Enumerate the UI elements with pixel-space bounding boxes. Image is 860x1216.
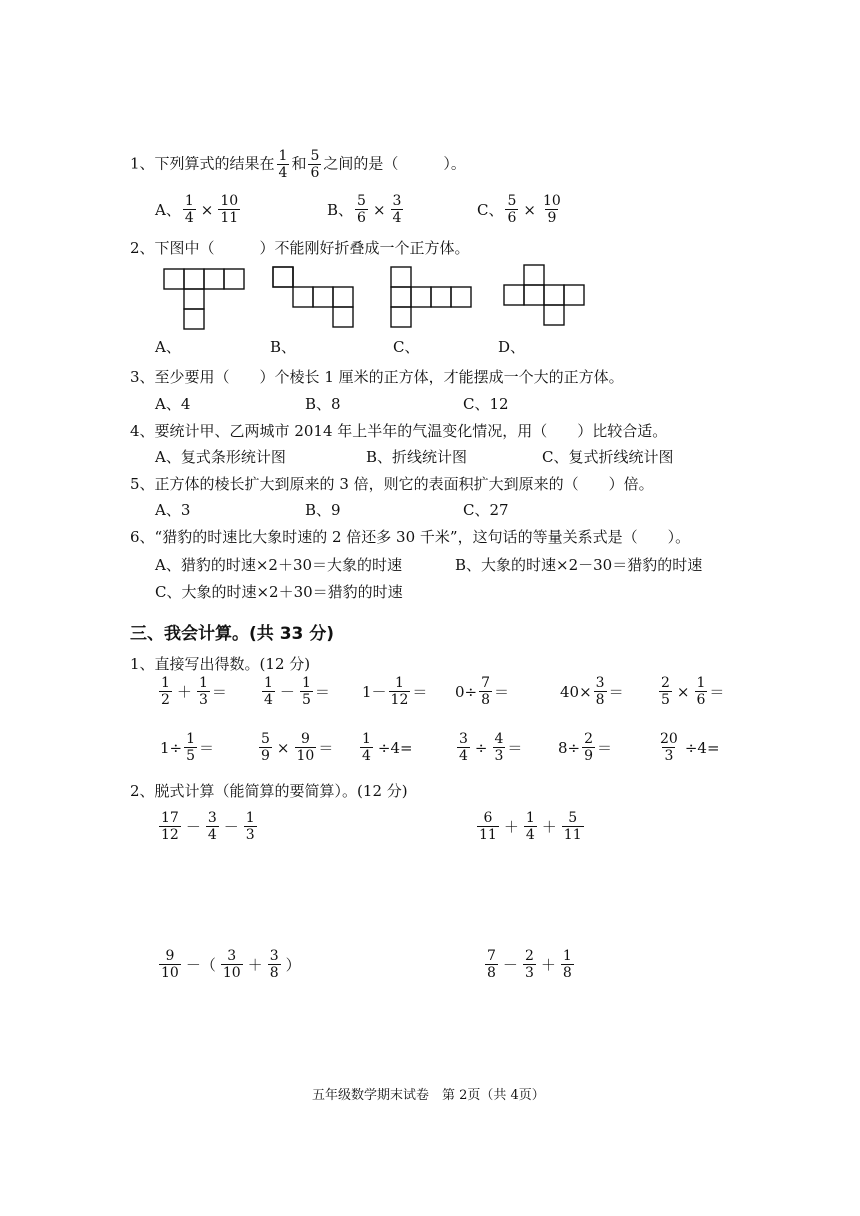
q5-option-a[interactable]: A、3 [155,501,191,519]
q6-stem: 6、“猎豹的时速比大象时速的 2 倍还多 30 千米”，这句话的等量关系式是（ ）。 [130,528,691,546]
q2-label-c[interactable]: C、 [393,338,420,356]
q2-label-b[interactable]: B、 [270,338,297,356]
q1-option-a[interactable]: A、 $\frac{1}{4}$ × $\frac{10}{11}$ [155,193,239,226]
q1-option-c[interactable]: C、 $\frac{5}{6}$ × $\frac{10}{9}$ [477,193,561,226]
calc-item[interactable]: $\frac{1}{2}$ ＋ $\frac{1}{3}$ ＝ [161,675,227,708]
q6-option-c[interactable]: C、大象的时速×2＋30＝猎豹的时速 [155,583,403,601]
q2-label-d[interactable]: D、 [498,338,526,356]
fraction: $\frac{1}{4}$ [278,148,288,181]
q3-stem: 3、至少要用（ ）个棱长 1 厘米的正方体，才能摆成一个大的正方体。 [130,368,624,386]
q3-option-a[interactable]: A、4 [155,395,191,413]
cube-net-c[interactable] [390,266,472,328]
q5-option-b[interactable]: B、9 [305,501,341,519]
calc-item[interactable]: $\frac{2}{5}$ × $\frac{1}{6}$ ＝ [661,675,725,708]
cube-net-c-figure [390,266,472,328]
q5-stem: 5、正方体的棱长扩大到原来的 3 倍，则它的表面积扩大到原来的（ ）倍。 [130,475,654,493]
calc-item[interactable]: $\frac{20}{3}$ ÷4= [660,731,720,764]
q2-stem: 2、下图中（ ）不能刚好折叠成一个正方体。 [130,239,470,257]
q2-label-a[interactable]: A、 [155,338,181,356]
cube-net-d-figure [503,264,585,326]
part2-title: 2、脱式计算（能简算的要简算）。(12 分) [130,782,408,800]
calc-item[interactable]: 1÷ $\frac{1}{5}$ ＝ [160,731,215,764]
q1-stem: 1、下列算式的结果在 $\frac{1}{4}$ 和 $\frac{5}{6}$ 之间的是（ ）。 [130,148,466,181]
q6-option-a[interactable]: A、猎豹的时速×2＋30＝大象的时速 [155,556,403,574]
calc-item[interactable]: 0÷ $\frac{7}{8}$ ＝ [455,675,510,708]
q3-option-b[interactable]: B、8 [305,395,341,413]
step-calc-1[interactable]: $\frac{17}{12}$ － $\frac{3}{4}$ － $\frac{1}{3}$ [161,810,255,843]
cube-net-b-figure [272,266,356,328]
cube-net-a-figure [163,268,245,330]
calc-item[interactable]: $\frac{5}{9}$ × $\frac{9}{10}$ ＝ [261,731,334,764]
calc-item[interactable]: 8÷ $\frac{2}{9}$ ＝ [558,731,613,764]
q5-option-c[interactable]: C、27 [463,501,509,519]
q6-option-b[interactable]: B、大象的时速×2－30＝猎豹的时速 [455,556,703,574]
calc-item[interactable]: $\frac{3}{4}$ ÷ $\frac{4}{3}$ ＝ [459,731,523,764]
step-calc-3[interactable]: $\frac{9}{10}$ －（ $\frac{3}{10}$ ＋ $\frac{3}{8}$ ） [161,948,301,981]
step-calc-2[interactable]: $\frac{6}{11}$ ＋ $\frac{1}{4}$ ＋ $\frac{5}{11}$ [479,810,582,843]
cube-net-a[interactable] [163,268,245,330]
cube-net-d[interactable] [503,264,585,326]
cube-net-b[interactable] [272,266,356,328]
q4-option-a[interactable]: A、复式条形统计图 [155,448,286,466]
q4-option-c[interactable]: C、复式折线统计图 [542,448,674,466]
calc-item[interactable]: 1－ $\frac{1}{12}$ ＝ [362,675,428,708]
q1-option-b[interactable]: B、 $\frac{5}{6}$ × $\frac{3}{4}$ [327,193,402,226]
page-footer: 五年级数学期末试卷 第 2页（共 4页） [312,1088,545,1103]
q4-option-b[interactable]: B、折线统计图 [366,448,468,466]
part1-title: 1、直接写出得数。(12 分) [130,655,311,673]
step-calc-4[interactable]: $\frac{7}{8}$ － $\frac{2}{3}$ ＋ $\frac{1}{8}$ [487,948,572,981]
q3-option-c[interactable]: C、12 [463,395,509,413]
q4-stem: 4、要统计甲、乙两城市 2014 年上半年的气温变化情况，用（ ）比较合适。 [130,422,668,440]
calc-item[interactable]: $\frac{1}{4}$ ÷4= [362,731,413,764]
calc-item[interactable]: 40× $\frac{3}{8}$ ＝ [560,675,624,708]
calc-item[interactable]: $\frac{1}{4}$ － $\frac{1}{5}$ ＝ [264,675,330,708]
section3-title: 三、我会计算。(共 33 分) [130,624,335,644]
fraction: $\frac{5}{6}$ [310,148,320,181]
